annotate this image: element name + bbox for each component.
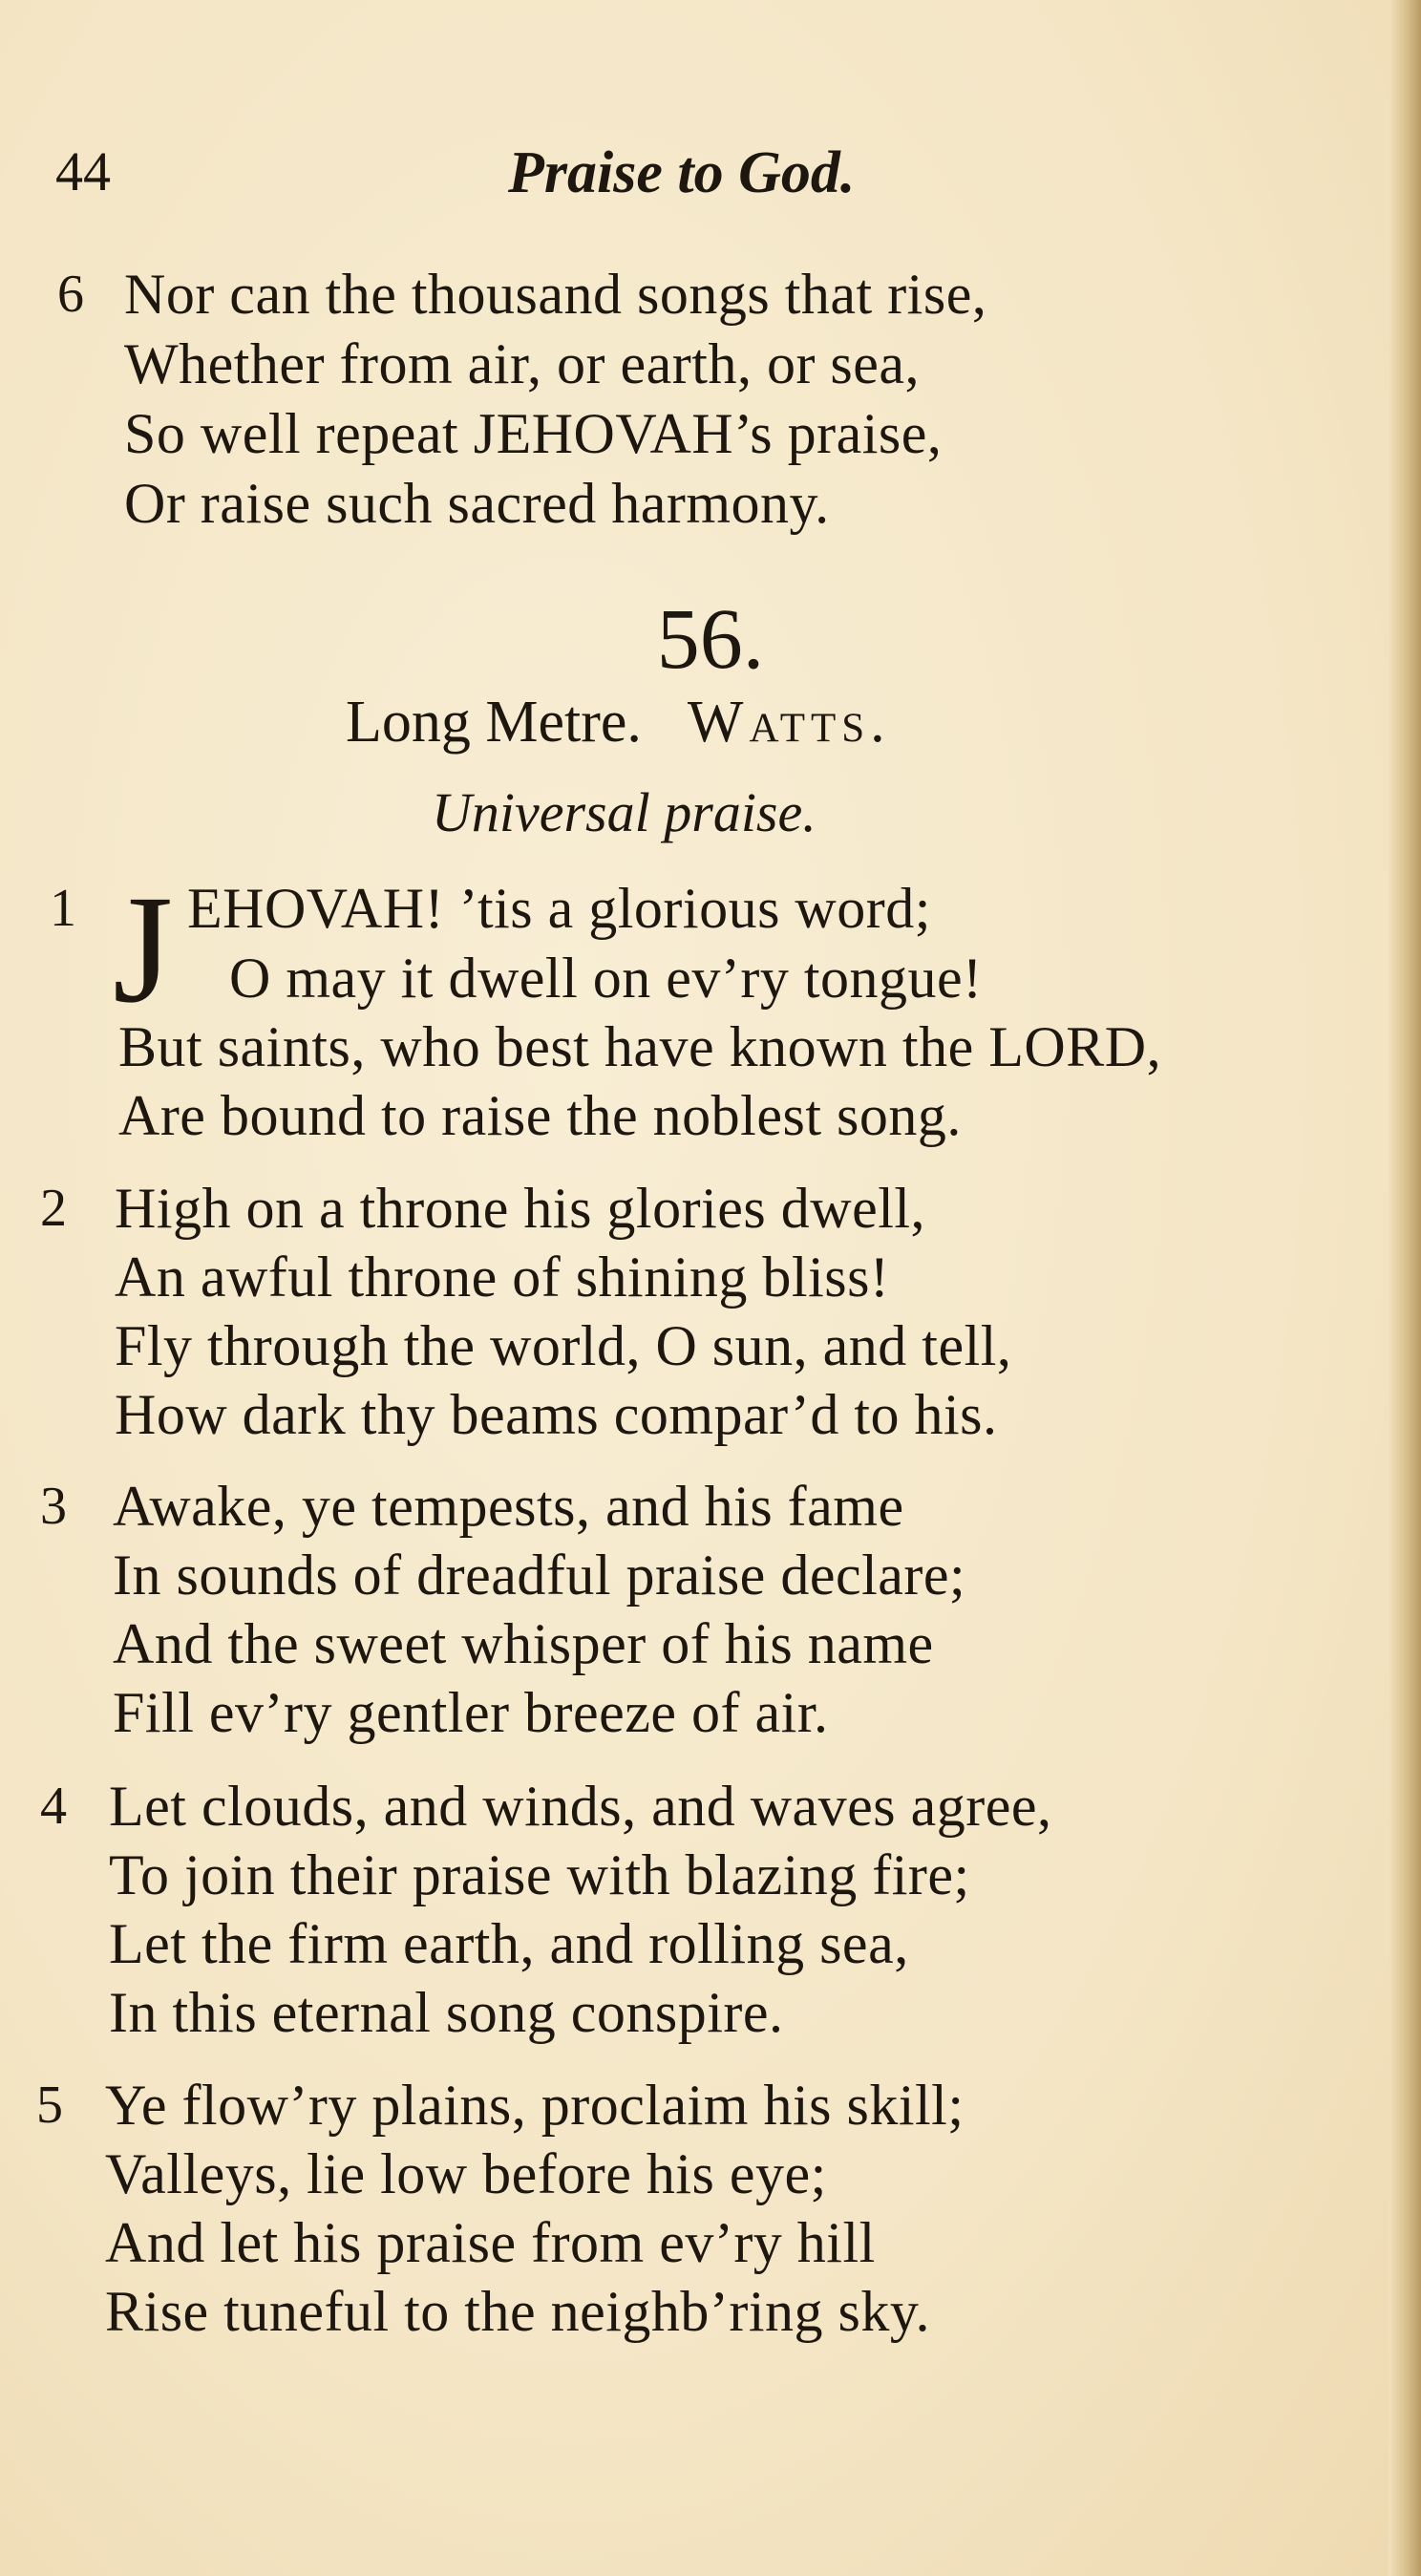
verse-line: Awake, ye tempests, and his fame [113,1475,904,1538]
verse-line: And the sweet whisper of his name [113,1612,934,1675]
drop-cap: J [113,864,174,1035]
stanza-number: 1 [50,879,76,938]
stanza-number: 2 [40,1179,67,1238]
page-number: 44 [55,140,111,202]
verse-line: But saints, who best have known the LORD, [118,1015,1162,1078]
verse-line: How dark thy beams compar’d to his. [115,1383,998,1446]
verse-line: Nor can the thousand songs that rise, [124,263,987,326]
verse-line: Fill ev’ry gentler breeze of air. [113,1681,829,1744]
verse-line: Valleys, lie low before his eye; [105,2142,827,2205]
verse-line: In sounds of dreadful praise declare; [113,1543,966,1607]
stanza-number: 6 [57,265,84,324]
page-edge [1389,0,1421,2576]
verse-line: An awful throne of shining bliss! [115,1245,890,1309]
verse-line: Whether from air, or earth, or sea, [124,332,921,395]
verse-line: Are bound to raise the noblest song. [118,1084,962,1147]
verse-line: To join their praise with blazing fire; [109,1843,970,1906]
verse-line: So well repeat JEHOVAH’s praise, [124,402,943,465]
hymn-author: Watts. [687,690,891,755]
running-title: Praise to God. [508,140,856,205]
hymn-meter: Long Metre. [346,690,642,755]
hymn-meta [346,686,891,758]
verse-line: Ye flow’ry plains, proclaim his skill; [105,2074,965,2137]
hymn-subtitle: Universal praise. [432,781,817,843]
verse-line: In this eternal song conspire. [109,1981,784,2044]
verse-line: O may it dwell on ev’ry tongue! [229,947,983,1010]
verse-line: Rise tuneful to the neighb’ring sky. [105,2280,930,2343]
verse-line: And let his praise from ev’ry hill [105,2211,876,2274]
verse-line: High on a throne his glories dwell, [115,1177,926,1240]
stanza-number: 4 [40,1777,67,1836]
verse-line: Fly through the world, O sun, and tell, [115,1314,1012,1377]
verse-line: EHOVAH! ’tis a glorious word; [187,877,931,940]
verse-line: Let clouds, and winds, and waves agree, [109,1775,1052,1838]
stanza-number: 3 [40,1477,67,1536]
stanza-number: 5 [36,2076,63,2135]
verse-line: Or raise such sacred harmony. [124,472,830,535]
verse-line: Let the firm earth, and rolling sea, [109,1912,909,1975]
hymn-number: 56. [656,592,765,687]
